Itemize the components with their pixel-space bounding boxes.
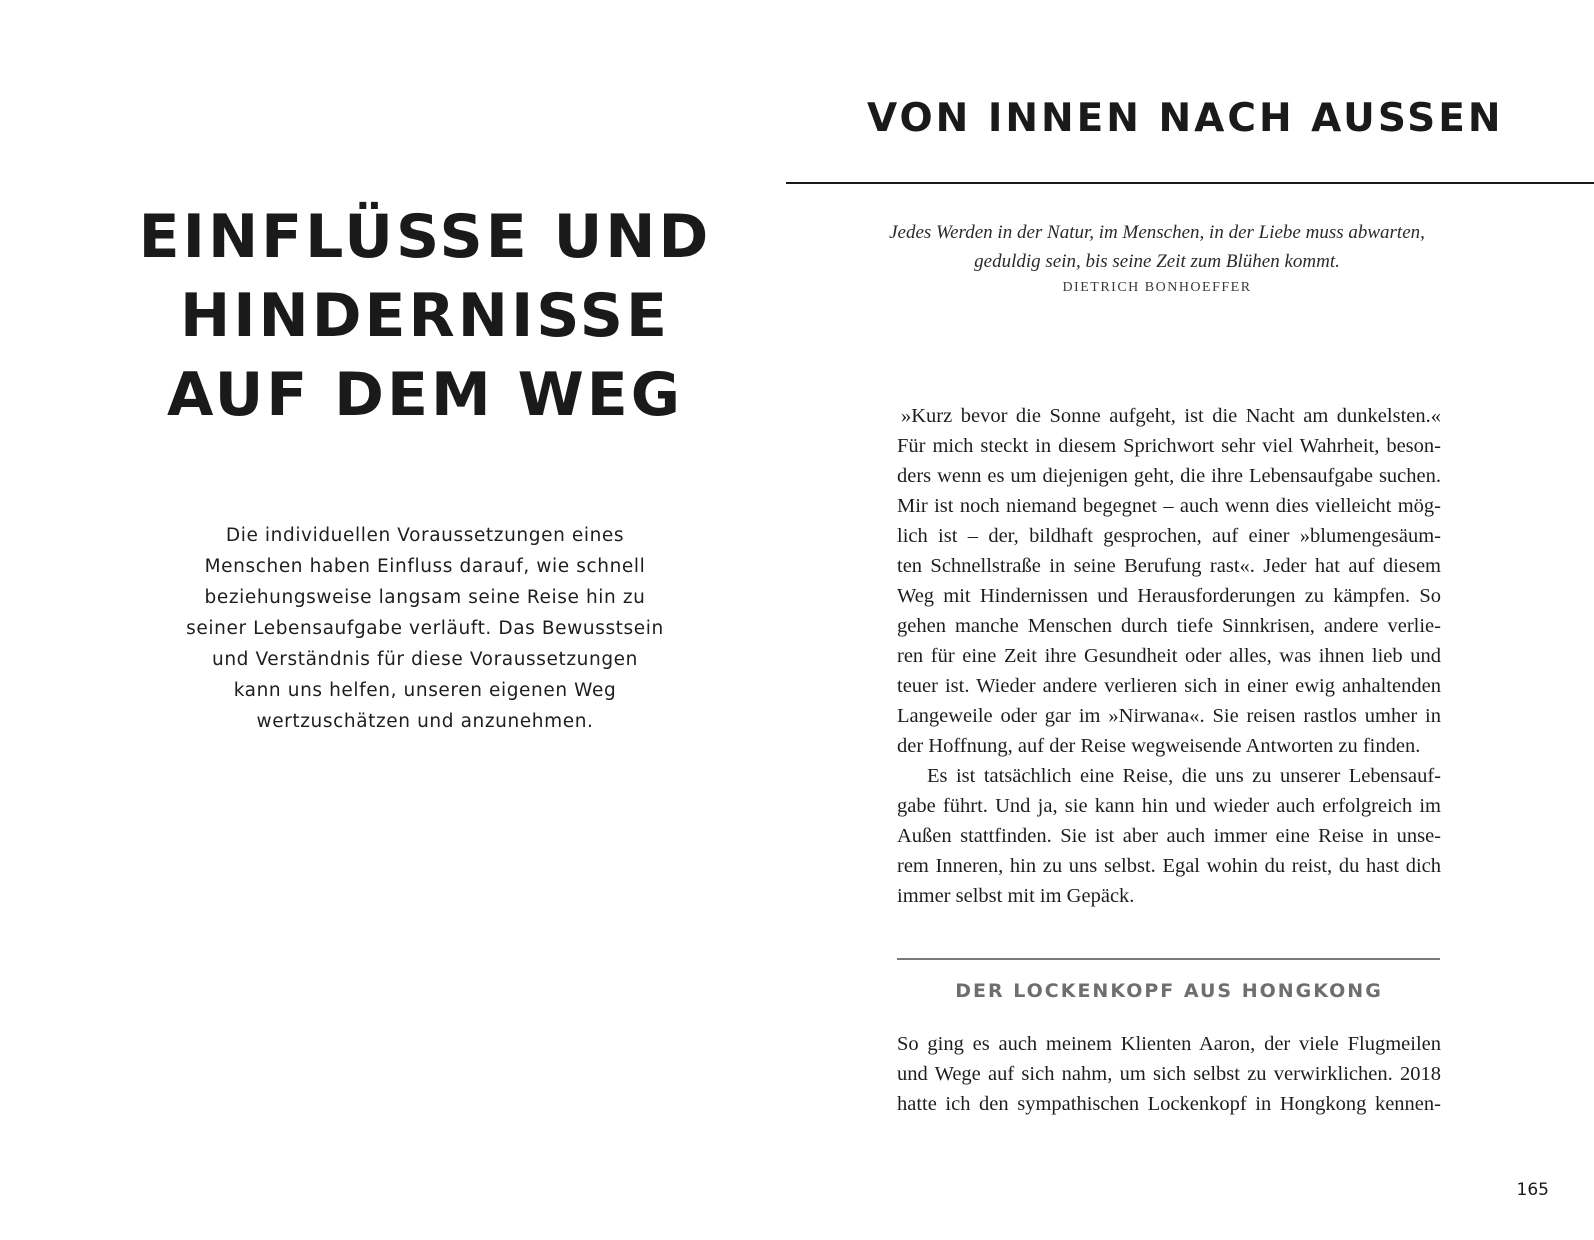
epigraph — [857, 218, 1457, 296]
body-line: der Hoffnung, auf der Reise wegweisende Antworten zu finden. — [897, 735, 1421, 757]
body-paragraphs — [897, 401, 1441, 911]
part-title-line: EINFLÜSSE UND — [138, 202, 712, 272]
body-line: »Kurz bevor die Sonne aufgeht, ist die Nacht am dunkelsten.« — [901, 405, 1441, 427]
body-line: hatte ich den sympathischen Lockenkopf in Hongkong kennen- — [897, 1093, 1441, 1115]
body-line: immer selbst mit im Gepäck. — [897, 885, 1135, 907]
intro-line: Menschen haben Einfluss darauf, wie schnell — [204, 556, 646, 577]
body-line: rem Inneren, hin zu uns selbst. Egal wohin du reist, du hast dich — [897, 855, 1441, 877]
body-line: Für mich steckt in diesem Sprichwort sehr viel Wahrheit, beson- — [897, 435, 1441, 457]
body-line: So ging es auch meinem Klienten Aaron, der viele Flugmeilen — [897, 1033, 1441, 1055]
section-divider — [897, 958, 1440, 960]
part-title-line: HINDERNISSE — [179, 281, 670, 351]
intro-line: seiner Lebensaufgabe verläuft. Das Bewusstsein — [186, 618, 664, 639]
part-intro — [170, 520, 680, 737]
intro-line: und Verständnis für diese Voraussetzungen — [212, 649, 638, 670]
section-body — [897, 1029, 1441, 1119]
body-line: ren für eine Zeit ihre Gesundheit oder alles, was ihnen lieb und — [897, 645, 1441, 667]
chapter-title: VON INNEN NACH AUSSEN — [867, 96, 1504, 141]
chapter-divider — [786, 182, 1594, 184]
body-line: Außen stattfinden. Sie ist aber auch immer eine Reise in unse- — [897, 825, 1441, 847]
intro-line: kann uns helfen, unseren eigenen Weg — [233, 680, 617, 701]
epigraph-quote — [857, 218, 1457, 276]
epigraph-line: Jedes Werden in der Natur, im Menschen, in der Liebe muss abwarten, — [889, 222, 1425, 243]
page-number: 165 — [1516, 1180, 1549, 1200]
right-page — [797, 0, 1594, 1240]
body-line: Weg mit Hindernissen und Herausforderungen zu kämpfen. So — [897, 585, 1441, 607]
intro-line: wertzuschätzen und anzunehmen. — [256, 711, 594, 732]
intro-line: beziehungsweise langsam seine Reise hin zu — [204, 587, 646, 608]
body-line: Mir ist noch niemand begegnet – auch wenn dies vielleicht mög- — [897, 495, 1441, 517]
epigraph-line: geduldig sein, bis seine Zeit zum Blühen kommt. — [974, 251, 1340, 272]
body-line: und Wege auf sich nahm, um sich selbst zu verwirklichen. 2018 — [897, 1063, 1441, 1085]
body-line: gehen manche Menschen durch tiefe Sinnkrisen, andere verlie- — [897, 615, 1441, 637]
body-line: lich ist – der, bildhaft gesprochen, auf einer »blumengesäum- — [897, 525, 1441, 547]
body-line: ten Schnellstraße in seine Berufung rast«. Jeder hat auf diesem — [897, 555, 1441, 577]
body-line: teuer ist. Wieder andere verlieren sich in einer ewig anhaltenden — [897, 675, 1441, 697]
body-line: Langeweile oder gar im »Nirwana«. Sie reisen rastlos umher in — [897, 705, 1441, 727]
body-line: ders wenn es um diejenigen geht, die ihre Lebensaufgabe suchen. — [897, 465, 1441, 487]
body-line: gabe führt. Und ja, sie kann hin und wieder auch erfolgreich im — [897, 795, 1441, 817]
part-title — [130, 198, 720, 435]
part-title-line: AUF DEM WEG — [167, 360, 683, 430]
intro-line: Die individuellen Voraussetzungen eines — [225, 525, 625, 546]
epigraph-author: DIETRICH BONHOEFFER — [1062, 280, 1252, 295]
body-line: Es ist tatsächlich eine Reise, die uns zu unserer Lebensauf- — [927, 765, 1441, 787]
section-heading: DER LOCKENKOPF AUS HONGKONG — [955, 980, 1383, 1002]
